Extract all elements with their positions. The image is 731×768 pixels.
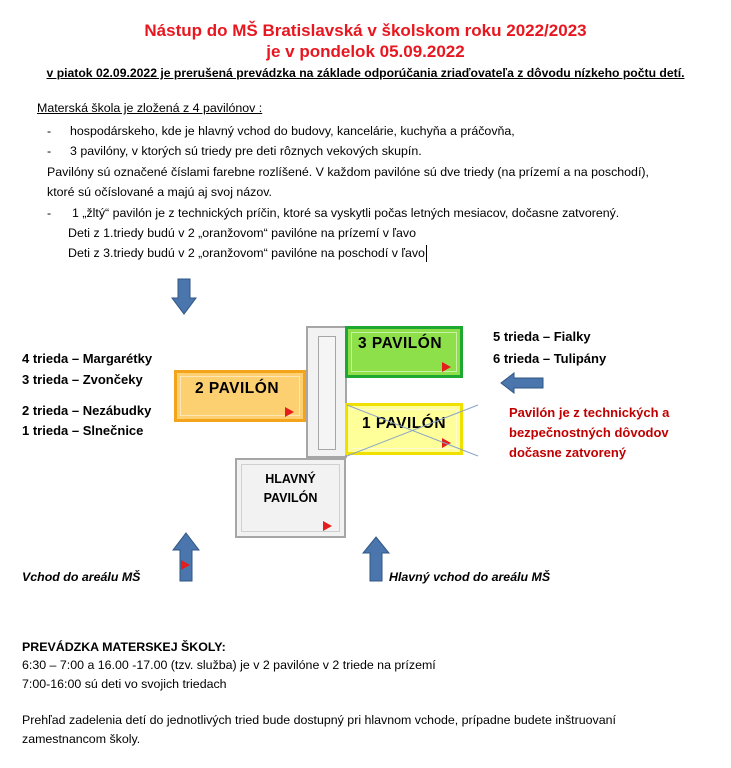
- closed-note-line1: Pavilón je z technických a: [509, 405, 670, 420]
- pavilion-2-label: 2 PAVILÓN: [195, 380, 280, 397]
- bullet-yellow-closed: 1 „žltý“ pavilón je z technických príčin, ktoré sa vyskytli počas letných mesiacov, dočasne zatvorený.: [72, 206, 620, 220]
- operation-heading: PREVÁDZKA MATERSKEJ ŠKOLY:: [22, 640, 226, 654]
- para-line-1: Pavilóny sú označené číslami farebne rozlíšené. V každom pavilóne sú dve triedy (na prízemí a na poschodí),: [47, 165, 649, 179]
- pavilion-1-label: 1 PAVILÓN: [362, 415, 447, 432]
- arrow-up-icon: [172, 532, 200, 582]
- footer-line1: Prehľad zadelenia detí do jednotlivých tried bude dostupný pri hlavnom vchode, prípadne budete inštruovaní: [22, 713, 616, 727]
- closed-note-line2: bezpečnostných dôvodov: [509, 425, 669, 440]
- bullet-class-pavilions: 3 pavilóny, v ktorých sú triedy pre deti rôznych vekových skupín.: [70, 144, 422, 158]
- class-1-label: 1 trieda – Slnečnice: [22, 423, 144, 438]
- bullet-dash-2: -: [47, 144, 52, 158]
- page-title-line1: Nástup do MŠ Bratislavská v školskom roku 2022/2023: [144, 21, 587, 40]
- flag-marker-icon: [323, 521, 332, 531]
- closed-note: [509, 403, 669, 463]
- corridor: [306, 326, 347, 458]
- pavilion-diagram: [0, 270, 731, 590]
- pavilion-2: [174, 370, 306, 422]
- arrow-left-icon: [500, 372, 544, 394]
- para-line-2: ktoré sú očíslované a majú aj svoj názov.: [47, 185, 272, 199]
- bullet-farm-pavilion: hospodárskeho, kde je hlavný vchod do budovy, kancelárie, kuchyňa a práčovňa,: [70, 124, 515, 138]
- closed-cross-icon: [345, 403, 480, 458]
- class-6-label: 6 trieda – Tulipány: [493, 351, 607, 366]
- intro-heading: Materská škola je zložená z 4 pavilónov :: [37, 101, 263, 115]
- footer-line2: zamestnancom školy.: [22, 732, 141, 746]
- operation-line1: 6:30 – 7:00 a 16.00 -17.00 (tzv. služba) je v 2 pavilóne v 2 triede na prízemí: [22, 658, 436, 672]
- bullet-dash-3: -: [47, 206, 52, 220]
- class-4-label: 4 trieda – Margarétky: [22, 351, 153, 366]
- flag-marker-icon: [285, 407, 294, 417]
- sub-class1: Deti z 1.triedy budú v 2 „oranžovom“ pavilóne na prízemí v ľavo: [68, 226, 416, 240]
- class-5-label: 5 trieda – Fialky: [493, 329, 591, 344]
- main-entrance-label: Hlavný vchod do areálu MŠ: [389, 570, 551, 584]
- page-title-line2: je v pondelok 05.09.2022: [266, 42, 465, 61]
- arrow-up-icon: [362, 536, 390, 582]
- closure-notice: v piatok 02.09.2022 je prerušená prevádzka na základe odporúčania zriaďovateľa z dôvodu nízkeho počtu detí.: [46, 66, 685, 80]
- closed-note-line3: dočasne zatvorený: [509, 445, 627, 460]
- pavilion-3-label: 3 PAVILÓN: [358, 335, 443, 352]
- entrance-area-label: Vchod do areálu MŠ: [22, 570, 141, 584]
- corridor-inner: [318, 336, 336, 450]
- operation-line2: 7:00-16:00 sú deti vo svojich triedach: [22, 677, 227, 691]
- bullet-dash-1: -: [47, 124, 52, 138]
- class-3-label: 3 trieda – Zvončeky: [22, 372, 143, 387]
- arrow-down-icon: [171, 278, 197, 316]
- pavilion-3: [345, 326, 463, 378]
- sub-class3: Deti z 3.triedy budú v 2 „oranžovom“ pavilóne na poschodí v ľavo: [68, 246, 425, 260]
- main-pavilion: [235, 458, 346, 538]
- main-pavilion-label-line1: HLAVNÝ: [265, 472, 316, 486]
- main-pavilion-label-line2: PAVILÓN: [263, 491, 318, 505]
- flag-marker-icon: [442, 362, 451, 372]
- class-2-label: 2 trieda – Nezábudky: [22, 403, 152, 418]
- flag-marker-icon: [181, 560, 190, 570]
